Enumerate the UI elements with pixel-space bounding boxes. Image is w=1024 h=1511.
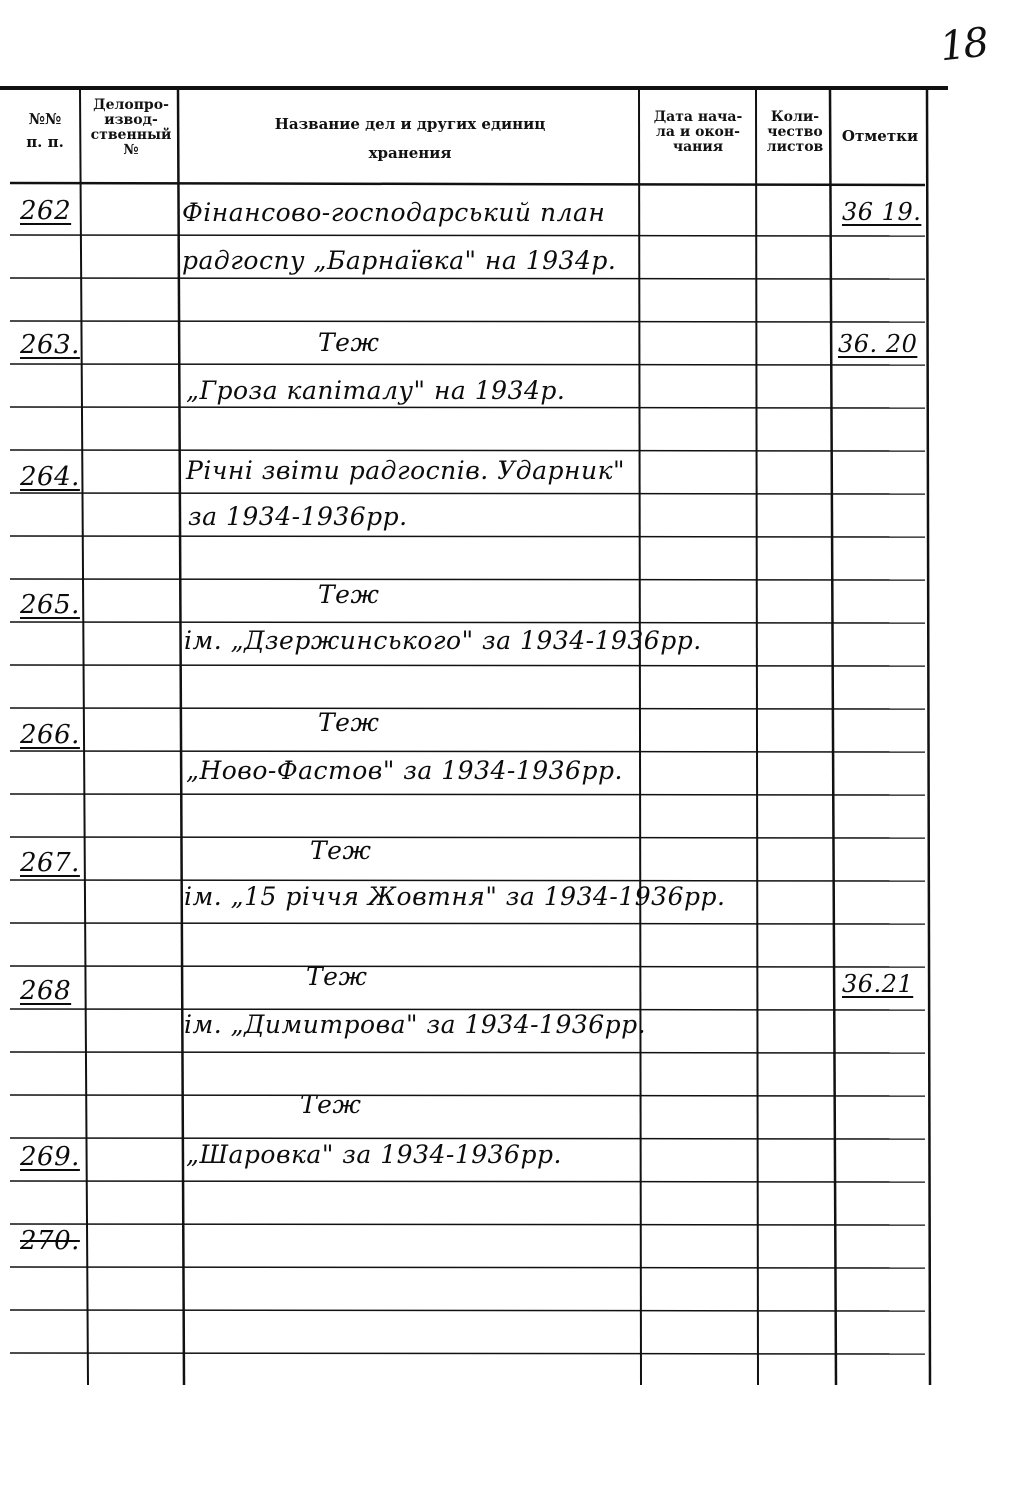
record-title-line: „Шаровка" за 1934-1936рр. bbox=[186, 1140, 562, 1169]
ruled-line bbox=[10, 837, 925, 838]
record-note: 36. 20 bbox=[838, 330, 918, 358]
record-number: 268 bbox=[20, 976, 72, 1006]
record-title-line: Теж bbox=[310, 836, 372, 865]
ruled-line bbox=[10, 1052, 925, 1053]
header-col-sheets-line2: чество bbox=[767, 124, 823, 141]
header-col-number-line1: №№ bbox=[28, 110, 62, 128]
record-number: 265. bbox=[20, 590, 80, 620]
record-number: 270. bbox=[20, 1226, 80, 1256]
ruled-line bbox=[10, 1138, 925, 1139]
ruled-line bbox=[10, 1181, 925, 1182]
record-title-line: ім. „Дзержинського" за 1934-1936рр. bbox=[184, 626, 702, 655]
header-col-title-line1: Название дел и других единиц bbox=[274, 115, 546, 133]
record-title-line: „Гроза капіталу" на 1934р. bbox=[186, 376, 566, 405]
record-title-line: ім. „15 річчя Жовтня" за 1934-1936рр. bbox=[184, 882, 726, 911]
header-col-number bbox=[12, 108, 78, 155]
header-col-number-line2: п. п. bbox=[26, 133, 64, 152]
ruled-line bbox=[10, 622, 925, 623]
record-title-line: Теж bbox=[318, 708, 380, 737]
header-col-dates bbox=[642, 110, 754, 155]
record-number: 262 bbox=[20, 196, 72, 226]
record-title-line: радгоспу „Барнаївка" на 1934р. bbox=[182, 246, 617, 275]
record-number: 269. bbox=[20, 1142, 80, 1172]
ruled-line bbox=[10, 923, 925, 924]
ruled-line bbox=[10, 1224, 925, 1225]
ruled-line bbox=[10, 278, 925, 279]
header-col-dates-line1: Дата нача- bbox=[653, 109, 743, 125]
record-title-line: Річні звіти радгоспів. Ударник" bbox=[186, 456, 626, 485]
ruled-line bbox=[10, 364, 925, 365]
record-number: 264. bbox=[20, 462, 80, 492]
ruled-line bbox=[10, 751, 925, 752]
ruled-line bbox=[10, 1310, 925, 1311]
header-col-office-line1: Делопро- bbox=[93, 97, 169, 113]
ruled-line bbox=[10, 880, 925, 881]
page-number: 18 bbox=[937, 19, 990, 71]
header-col-office-line4: № bbox=[123, 142, 139, 159]
ruled-line bbox=[10, 450, 925, 451]
header-col-dates-line2: ла и окон- bbox=[656, 124, 740, 141]
record-title-line: Теж bbox=[318, 328, 380, 357]
ruled-line bbox=[10, 235, 925, 236]
header-col-office-line3: ственный bbox=[90, 127, 172, 144]
ruled-line bbox=[10, 1267, 925, 1268]
header-col-title-line2: хранения bbox=[368, 144, 452, 163]
ruled-line bbox=[10, 665, 925, 666]
ruled-line bbox=[10, 407, 925, 408]
header-col-sheets-line1: Коли- bbox=[770, 109, 820, 125]
record-title-line: ім. „Димитрова" за 1934-1936рр. bbox=[184, 1010, 647, 1039]
header-col-office-line2: извод- bbox=[104, 112, 158, 129]
header-col-sheets-line3: листов bbox=[766, 139, 824, 156]
header-col-title bbox=[190, 110, 630, 169]
ruled-line bbox=[10, 966, 925, 967]
record-title-line: „Ново-Фастов" за 1934-1936рр. bbox=[186, 756, 623, 785]
record-title-line: за 1934-1936рр. bbox=[188, 502, 408, 531]
record-title-line: Теж bbox=[306, 962, 368, 991]
ruled-line bbox=[10, 579, 925, 580]
ruled-line bbox=[10, 536, 925, 537]
record-title-line: Теж bbox=[318, 580, 380, 609]
header-col-office bbox=[84, 98, 178, 158]
record-number: 263. bbox=[20, 330, 80, 360]
record-note: 36 19. bbox=[842, 198, 922, 226]
ruled-line bbox=[10, 1095, 925, 1096]
header-col-notes: Отметки bbox=[841, 127, 919, 145]
record-title-line: Фінансово-господарський план bbox=[182, 198, 606, 227]
header-col-dates-line3: чания bbox=[672, 139, 724, 156]
ruled-line bbox=[10, 493, 925, 494]
record-note: 36.21 bbox=[842, 970, 914, 998]
ruled-line bbox=[10, 1353, 925, 1354]
ruled-line bbox=[10, 708, 925, 709]
ruled-line bbox=[10, 321, 925, 322]
record-title-line: Теж bbox=[300, 1090, 362, 1119]
record-number: 267. bbox=[20, 848, 80, 878]
ruled-line bbox=[10, 794, 925, 795]
record-number: 266. bbox=[20, 720, 80, 750]
header-col-sheets bbox=[758, 110, 832, 155]
